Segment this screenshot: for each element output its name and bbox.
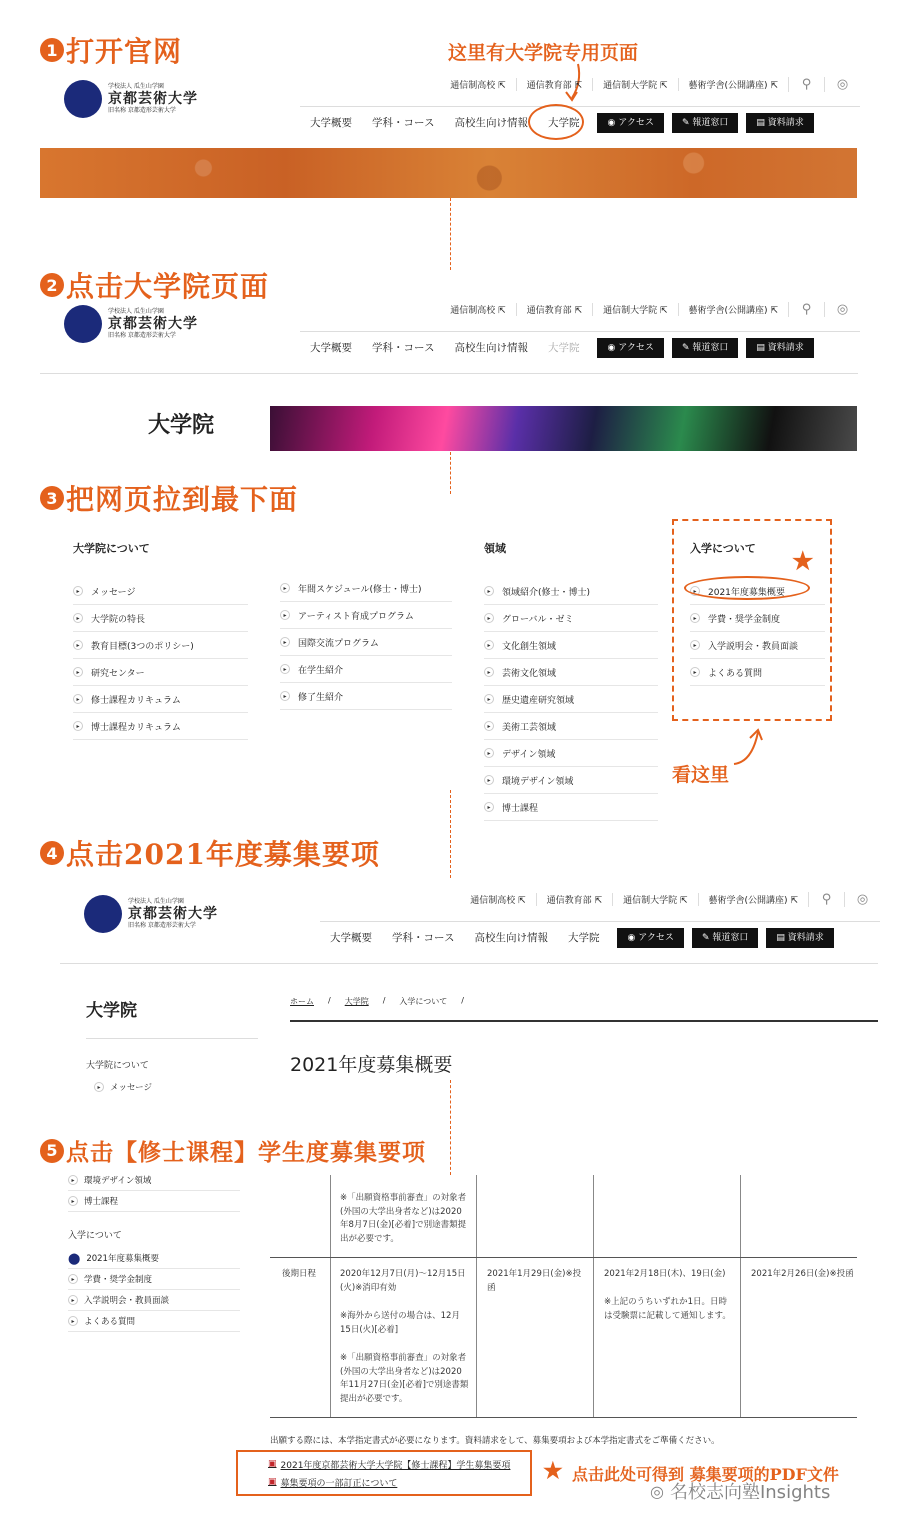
arrow-icon: ▸ bbox=[280, 610, 290, 620]
access-button[interactable]: ◉ アクセス bbox=[617, 928, 683, 948]
sitemap-link[interactable]: ▸ 歴史遺産研究領域 bbox=[484, 686, 658, 713]
arrow-icon: ▸ bbox=[73, 694, 83, 704]
utility-nav bbox=[440, 295, 860, 323]
nav-courses[interactable]: 学科・コース bbox=[372, 117, 435, 129]
logo-mark-icon bbox=[64, 80, 102, 118]
util-link-grad-correspondence[interactable]: 通信制大学院 ⇱ bbox=[612, 893, 697, 906]
breadcrumb-graduate[interactable]: 大学院 bbox=[344, 997, 369, 1006]
arrow-icon: ▸ bbox=[280, 583, 290, 593]
arrow-icon: ▸ bbox=[690, 640, 700, 650]
pdf-annotation: 点击此处可得到 募集要项的PDF文件 bbox=[572, 1465, 839, 1484]
step-4-title bbox=[40, 833, 380, 873]
sidebar-5 bbox=[68, 1170, 240, 1332]
arrow-icon: ▸ bbox=[68, 1295, 78, 1305]
breadcrumb-home[interactable]: ホーム bbox=[290, 997, 314, 1006]
step-number: 3 bbox=[40, 486, 64, 510]
logo-mark-icon bbox=[84, 895, 122, 933]
sitemap-link[interactable]: ▸ 在学生紹介 bbox=[280, 656, 452, 683]
breadcrumb-admission: 入学について bbox=[399, 997, 448, 1006]
sitemap-about-col2 bbox=[280, 540, 452, 710]
external-link-icon: ⇱ bbox=[518, 895, 526, 906]
external-link-icon: ⇱ bbox=[594, 895, 603, 906]
util-link-highschool[interactable]: 通信制高校 ⇱ bbox=[450, 305, 506, 316]
dashed-connector bbox=[450, 790, 451, 878]
table-grid-line bbox=[740, 1175, 741, 1417]
nav-courses[interactable]: 学科・コース bbox=[392, 932, 455, 944]
table-grid-line bbox=[476, 1175, 477, 1417]
sitemap-link[interactable]: ▸ 修士課程カリキュラム bbox=[73, 686, 248, 713]
press-button[interactable]: ✎ 報道窓口 bbox=[692, 928, 758, 948]
arrow-icon: ▸ bbox=[68, 1196, 78, 1206]
sitemap-link[interactable]: ▸ 博士課程 bbox=[484, 794, 658, 821]
arrow-icon: ▸ bbox=[68, 1316, 78, 1326]
step-3-title bbox=[40, 478, 298, 518]
arrow-icon: ▸ bbox=[484, 802, 494, 812]
access-button[interactable]: ◉ アクセス bbox=[597, 113, 663, 133]
external-link-icon: ⇱ bbox=[660, 305, 668, 316]
arrow-icon: ▸ bbox=[484, 586, 494, 596]
step-number: 4 bbox=[40, 841, 64, 865]
wechat-icon: ◎ bbox=[650, 1481, 664, 1501]
main-nav bbox=[300, 331, 860, 363]
sitemap-link[interactable]: ▸ 環境デザイン領域 bbox=[484, 767, 658, 794]
logo-name: 京都芸術大学 bbox=[108, 316, 198, 332]
pdf-links-box bbox=[236, 1450, 532, 1496]
nav-about[interactable]: 大学概要 bbox=[310, 342, 352, 354]
pdf-icon: ▣ bbox=[268, 1459, 277, 1469]
sidebar-item[interactable]: ▸ 学費・奨学金制度 bbox=[68, 1269, 240, 1290]
table-cell: ※「出願資格事前審査」の対象者(外国の大学出身者など)は2020年11月27日(金)[必着]で別途書類提出が必要です。 bbox=[340, 1353, 469, 1404]
site-header-2 bbox=[40, 295, 860, 365]
step-number: 1 bbox=[40, 38, 64, 62]
external-link-icon: ⇱ bbox=[660, 80, 668, 91]
location-pin-icon: ⬤ bbox=[68, 1251, 81, 1265]
globe-icon[interactable]: ◎ bbox=[824, 302, 860, 317]
arrow-icon: ▸ bbox=[73, 640, 83, 650]
arrow-icon: ▸ bbox=[280, 664, 290, 674]
table-cell: 2021年2月18日(木)、19日(金) bbox=[604, 1269, 726, 1279]
divider bbox=[40, 373, 858, 374]
sitemap-link[interactable]: ▸ デザイン領域 bbox=[484, 740, 658, 767]
external-link-icon: ⇱ bbox=[790, 895, 798, 906]
table-grid-line bbox=[593, 1175, 594, 1417]
util-link-highschool[interactable]: 通信制高校 ⇱ bbox=[450, 80, 506, 91]
logo-former-name: 旧名称 京都造形芸術大学 bbox=[108, 107, 176, 114]
search-icon[interactable]: ⚲ bbox=[808, 892, 844, 907]
table-cell: ※海外から送付の場合は、12月15日(火)[必着] bbox=[340, 1311, 460, 1335]
table-cell: 2021年2月26日(金)※投函 bbox=[751, 1269, 854, 1279]
table-cell: 2020年12月7日(月)〜12月15日(火)※消印有効 bbox=[340, 1269, 466, 1293]
arrow-icon: ▸ bbox=[484, 748, 494, 758]
sitemap-link[interactable]: ▸ 美術工芸領域 bbox=[484, 713, 658, 740]
graduate-hero bbox=[40, 400, 857, 452]
main-nav bbox=[320, 921, 880, 953]
arrow-icon: ▸ bbox=[280, 637, 290, 647]
table-cell: 2021年1月29日(金)※投函 bbox=[487, 1269, 582, 1293]
sitemap-link[interactable]: ▸ 入学説明会・教員面談 bbox=[690, 632, 825, 659]
sitemap-link[interactable]: ▸ 修了生紹介 bbox=[280, 683, 452, 710]
logo-small-text: 学校法人 瓜生山学園 bbox=[128, 898, 184, 905]
arrow-icon: ▸ bbox=[484, 640, 494, 650]
star-icon: ★ bbox=[792, 546, 814, 575]
divider bbox=[290, 1020, 878, 1022]
dashed-connector bbox=[450, 198, 451, 270]
sitemap-link[interactable]: ▸ 国際交流プログラム bbox=[280, 629, 452, 656]
sitemap-link[interactable]: ▸ グローバル・ゼミ bbox=[484, 605, 658, 632]
sitemap-link[interactable]: ▸ 教育目標(3つのポリシー) bbox=[73, 632, 248, 659]
external-link-icon: ⇱ bbox=[770, 80, 778, 91]
arrow-icon: ▸ bbox=[68, 1175, 78, 1185]
arrow-icon: ▸ bbox=[690, 586, 700, 596]
logo-name: 京都芸術大学 bbox=[108, 91, 198, 107]
util-link-grad-correspondence[interactable]: 通信制大学院 ⇱ bbox=[592, 303, 677, 316]
site-header-4 bbox=[60, 885, 880, 955]
divider bbox=[86, 1038, 258, 1039]
util-link-open-course[interactable]: 藝術学舎(公開講座) ⇱ bbox=[678, 78, 788, 91]
arrow-icon: ▸ bbox=[73, 613, 83, 623]
sitemap-link[interactable]: ▸ 領域紹介(修士・博士) bbox=[484, 578, 658, 605]
request-button[interactable]: ▤ 資料請求 bbox=[746, 338, 813, 358]
util-link-correspondence[interactable]: 通信教育部 ⇱ bbox=[516, 78, 592, 91]
utility-nav bbox=[440, 70, 860, 98]
application-notice: 出願する際には、本学指定書式が必要になります。資料請求をして、募集要項および本学指定書式をご準備ください。 bbox=[270, 1436, 720, 1446]
external-link-icon: ⇱ bbox=[680, 895, 688, 906]
step-text: 点击【修士课程】学生度募集要项 bbox=[66, 1139, 426, 1166]
nav-highschool[interactable]: 高校生向け情報 bbox=[474, 932, 548, 944]
table-cell: ※上記のうちいずれか1日。日時は受験票に記載して通知します。 bbox=[604, 1297, 731, 1321]
page-title: 2021年度募集概要 bbox=[290, 1054, 453, 1076]
sitemap-link-2021-overview[interactable]: ▸ 2021年度募集概要 bbox=[690, 578, 825, 605]
step-number: 2 bbox=[40, 273, 64, 297]
hero-image bbox=[270, 406, 857, 451]
access-button[interactable]: ◉ アクセス bbox=[597, 338, 663, 358]
logo-name: 京都芸術大学 bbox=[128, 906, 218, 922]
sidebar-item-2021-overview[interactable]: ⬤ 2021年度募集概要 bbox=[68, 1248, 240, 1269]
annotation-arrow bbox=[730, 728, 766, 768]
arrow-icon: ▸ bbox=[484, 613, 494, 623]
university-logo[interactable] bbox=[64, 80, 198, 118]
search-icon[interactable]: ⚲ bbox=[788, 77, 824, 92]
arrow-icon: ▸ bbox=[690, 667, 700, 677]
arrow-icon: ▸ bbox=[73, 667, 83, 677]
nav-about[interactable]: 大学概要 bbox=[310, 117, 352, 129]
highlight-ellipse bbox=[684, 576, 810, 600]
arrow-icon: ▸ bbox=[484, 721, 494, 731]
watermark: ◎ 名校志向塾Insights bbox=[650, 1481, 831, 1503]
utility-nav bbox=[460, 885, 880, 913]
sitemap-link[interactable]: ▸ 年間スケジュール(修士・博士) bbox=[280, 575, 452, 602]
pdf-link-recruitment-guide[interactable]: ▣ 2021年度京都芸術大学大学院【修士課程】学生募集要項 bbox=[268, 1459, 511, 1471]
dashed-connector bbox=[450, 452, 451, 494]
sitemap-link[interactable]: ▸ 文化創生領域 bbox=[484, 632, 658, 659]
sidebar-title: 大学院 bbox=[86, 1001, 137, 1021]
sitemap-link[interactable]: ▸ よくある質問 bbox=[690, 659, 825, 686]
nav-graduate-school[interactable]: 大学院 bbox=[547, 117, 580, 129]
sitemap-link[interactable]: ▸ 研究センター bbox=[73, 659, 248, 686]
sitemap-link[interactable]: ▸ 芸術文化領域 bbox=[484, 659, 658, 686]
star-icon: ★ bbox=[543, 1458, 563, 1484]
util-link-open-course[interactable]: 藝術学舎(公開講座) ⇱ bbox=[678, 303, 788, 316]
sitemap-link[interactable]: ▸ アーティスト育成プログラム bbox=[280, 602, 452, 629]
request-button[interactable]: ▤ 資料請求 bbox=[766, 928, 833, 948]
site-header bbox=[40, 70, 860, 140]
arrow-icon: ▸ bbox=[68, 1274, 78, 1284]
step-text: 打开官网 bbox=[66, 35, 183, 68]
arrow-icon: ▸ bbox=[484, 667, 494, 677]
external-link-icon: ⇱ bbox=[574, 305, 583, 316]
pdf-icon: ▣ bbox=[268, 1477, 277, 1487]
arrow-icon: ▸ bbox=[484, 775, 494, 785]
util-link-open-course[interactable]: 藝術学舎(公開講座) ⇱ bbox=[698, 893, 808, 906]
util-link-correspondence[interactable]: 通信教育部 ⇱ bbox=[536, 893, 612, 906]
nav-courses[interactable]: 学科・コース bbox=[372, 342, 435, 354]
step-text: 点击2021年度募集要项 bbox=[66, 838, 380, 871]
external-link-icon: ⇱ bbox=[574, 80, 583, 91]
press-button[interactable]: ✎ 報道窓口 bbox=[672, 113, 738, 133]
step-text: 把网页拉到最下面 bbox=[66, 483, 299, 516]
table-grid-line bbox=[330, 1175, 331, 1417]
grad-page-annotation: 这里有大学院专用页面 bbox=[448, 42, 639, 64]
util-link-grad-correspondence[interactable]: 通信制大学院 ⇱ bbox=[592, 78, 677, 91]
sitemap-link[interactable]: ▸ 博士課程カリキュラム bbox=[73, 713, 248, 740]
nav-highschool[interactable]: 高校生向け情報 bbox=[454, 117, 528, 129]
nav-about[interactable]: 大学概要 bbox=[330, 932, 372, 944]
step-1-title bbox=[40, 30, 182, 70]
sitemap-heading: 大学院について bbox=[73, 542, 150, 555]
external-link-icon: ⇱ bbox=[498, 80, 506, 91]
divider bbox=[60, 963, 878, 964]
sidebar-section[interactable]: 入学について bbox=[68, 1231, 122, 1241]
logo-small-text: 学校法人 瓜生山学園 bbox=[108, 308, 164, 315]
util-link-correspondence[interactable]: 通信教育部 ⇱ bbox=[516, 303, 592, 316]
nav-graduate-school[interactable]: 大学院 bbox=[547, 342, 580, 354]
globe-icon[interactable]: ◎ bbox=[844, 892, 880, 907]
press-button[interactable]: ✎ 報道窓口 bbox=[672, 338, 738, 358]
sidebar-item[interactable]: ▸ 入学説明会・教員面談 bbox=[68, 1290, 240, 1311]
external-link-icon: ⇱ bbox=[498, 305, 506, 316]
sitemap-heading: 入学について bbox=[690, 542, 756, 555]
arrow-icon: ▸ bbox=[94, 1082, 104, 1092]
table-grid-line bbox=[270, 1417, 857, 1418]
university-logo[interactable] bbox=[84, 895, 218, 933]
sidebar-section[interactable]: 大学院について bbox=[86, 1061, 149, 1071]
external-link-icon: ⇱ bbox=[770, 305, 778, 316]
sitemap-heading: 領域 bbox=[484, 542, 506, 555]
sidebar-item[interactable]: ▸ よくある質問 bbox=[68, 1311, 240, 1332]
globe-icon[interactable]: ◎ bbox=[824, 77, 860, 92]
step-number: 5 bbox=[40, 1139, 64, 1163]
nav-highschool[interactable]: 高校生向け情報 bbox=[454, 342, 528, 354]
sidebar-item[interactable]: ▸ 環境デザイン領域 bbox=[68, 1170, 240, 1191]
arrow-icon: ▸ bbox=[73, 586, 83, 596]
dashed-connector bbox=[450, 1080, 451, 1175]
sitemap-link[interactable]: ▸ 学費・奨学金制度 bbox=[690, 605, 825, 632]
logo-former-name: 旧名称 京都造形芸術大学 bbox=[128, 922, 196, 929]
sidebar-item-message[interactable]: ▸ メッセージ bbox=[94, 1081, 152, 1093]
pdf-link-correction[interactable]: ▣ 募集要項の一部訂正について bbox=[268, 1477, 398, 1489]
util-link-highschool[interactable]: 通信制高校 ⇱ bbox=[470, 895, 526, 906]
breadcrumb: ホーム / 大学院 / 入学について / bbox=[290, 996, 464, 1006]
sitemap-link[interactable]: ▸ メッセージ bbox=[73, 578, 248, 605]
arrow-icon: ▸ bbox=[690, 613, 700, 623]
arrow-icon: ▸ bbox=[280, 691, 290, 701]
logo-mark-icon bbox=[64, 305, 102, 343]
university-logo[interactable] bbox=[64, 305, 198, 343]
table-grid-line bbox=[270, 1257, 857, 1258]
hero-title: 大学院 bbox=[148, 413, 215, 438]
search-icon[interactable]: ⚲ bbox=[788, 302, 824, 317]
orange-banner-image bbox=[40, 148, 857, 198]
table-cell: ※「出願資格事前審査」の対象者(外国の大学出身者など)は2020年8月7日(金)[必着]で別途書類提出が必要です。 bbox=[340, 1193, 467, 1244]
sitemap-fields bbox=[484, 540, 658, 821]
nav-graduate-school[interactable]: 大学院 bbox=[567, 932, 600, 944]
step-text: 点击大学院页面 bbox=[66, 270, 270, 303]
request-button[interactable]: ▤ 資料請求 bbox=[746, 113, 813, 133]
logo-former-name: 旧名称 京都造形芸術大学 bbox=[108, 332, 176, 339]
logo-small-text: 学校法人 瓜生山学園 bbox=[108, 83, 164, 90]
sitemap-link[interactable]: ▸ 大学院の特長 bbox=[73, 605, 248, 632]
arrow-icon: ▸ bbox=[73, 721, 83, 731]
step-5-title bbox=[40, 1134, 426, 1167]
arrow-icon: ▸ bbox=[484, 694, 494, 704]
look-here-annotation: 看这里 bbox=[672, 764, 730, 786]
sidebar-item[interactable]: ▸ 博士課程 bbox=[68, 1191, 240, 1212]
sitemap-about-col1 bbox=[73, 540, 248, 740]
highlight-circle bbox=[528, 104, 584, 140]
table-cell-label: 後期日程 bbox=[282, 1269, 317, 1279]
